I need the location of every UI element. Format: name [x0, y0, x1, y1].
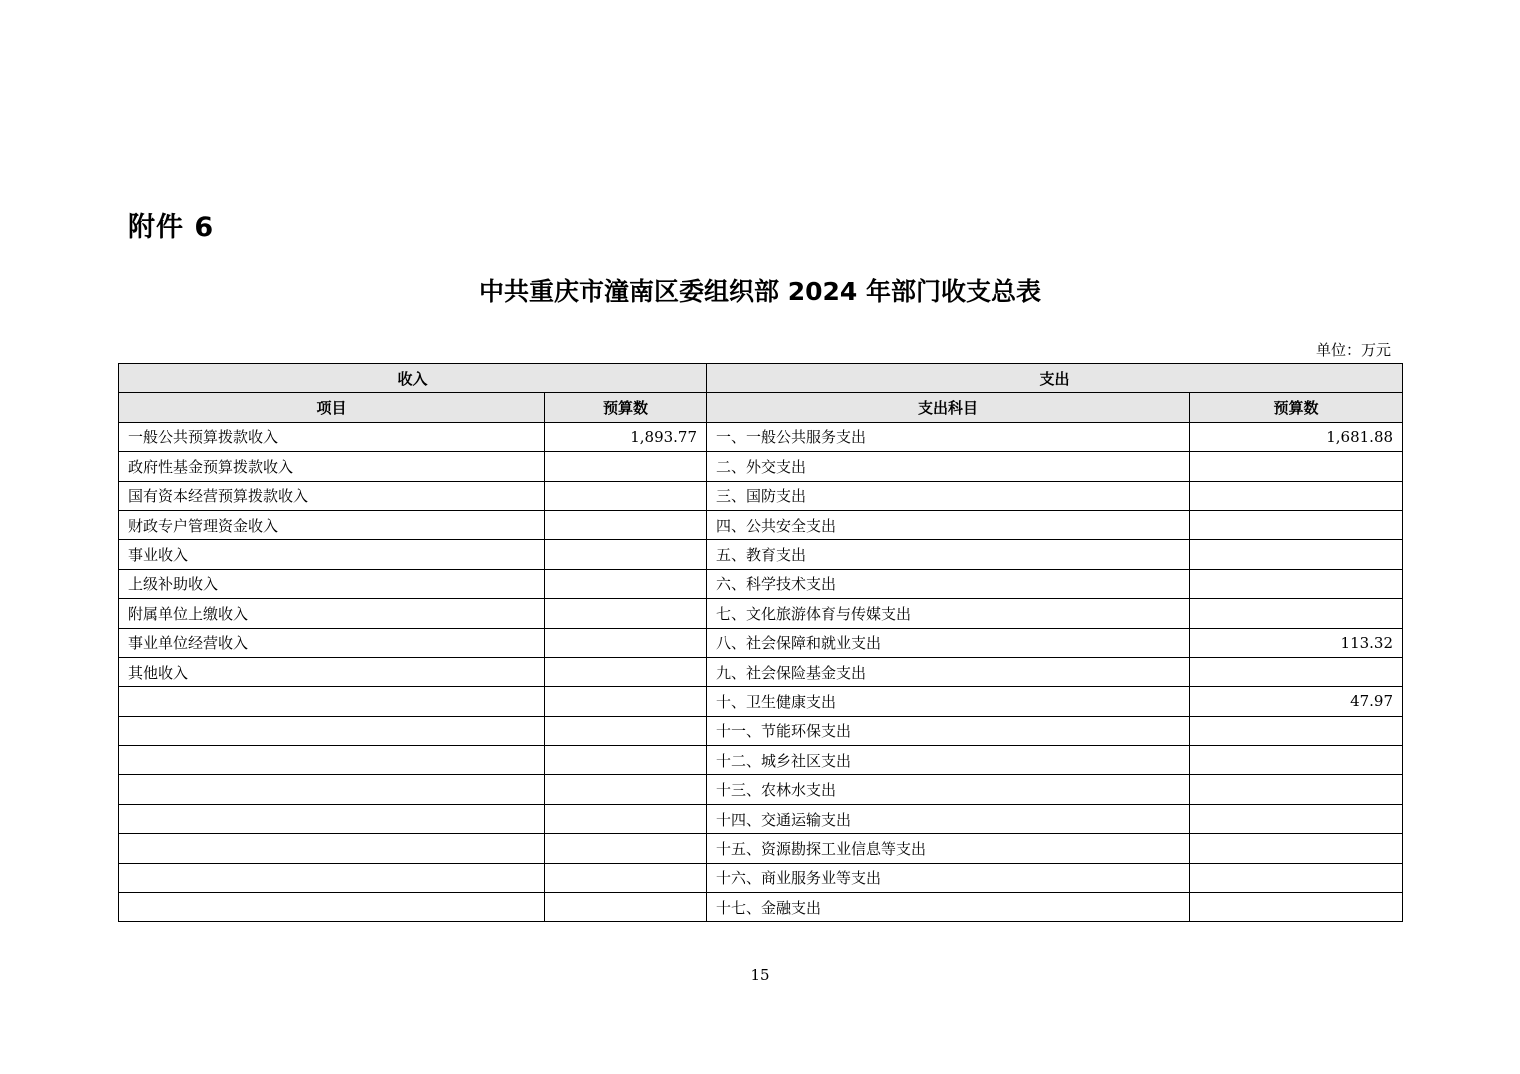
income-budget-cell: [545, 893, 707, 922]
income-budget-cell: [545, 569, 707, 598]
income-budget-cell: [545, 657, 707, 686]
attachment-label: 附件 6: [128, 212, 215, 243]
expense-item-cell: 十、卫生健康支出: [707, 687, 1190, 716]
table-row: [119, 540, 1403, 569]
expense-budget-cell: [1190, 775, 1403, 804]
table-row: [119, 834, 1403, 863]
income-item-cell: 上级补助收入: [119, 569, 545, 598]
page-number: 15: [750, 966, 770, 984]
expense-item-cell: 二、外交支出: [707, 452, 1190, 481]
expense-item-cell: 七、文化旅游体育与传媒支出: [707, 599, 1190, 628]
expense-item-cell: 十五、资源勘探工业信息等支出: [707, 834, 1190, 863]
income-item-cell: [119, 746, 545, 775]
expense-budget-cell: [1190, 863, 1403, 892]
expense-budget-cell: [1190, 716, 1403, 745]
table-row: [119, 746, 1403, 775]
table-body: [119, 422, 1403, 922]
income-item-cell: [119, 893, 545, 922]
income-item-header: 项目: [119, 393, 545, 422]
table-row: [119, 422, 1403, 451]
expense-item-cell: 十二、城乡社区支出: [707, 746, 1190, 775]
expense-item-cell: 十七、金融支出: [707, 893, 1190, 922]
income-budget-cell: [545, 804, 707, 833]
table-row: [119, 599, 1403, 628]
income-budget-cell: [545, 540, 707, 569]
income-budget-cell: [545, 510, 707, 539]
income-budget-cell: [545, 716, 707, 745]
table-row: [119, 893, 1403, 922]
expense-item-header: 支出科目: [707, 393, 1190, 422]
expense-budget-cell: [1190, 834, 1403, 863]
table-row: [119, 510, 1403, 539]
table-row: [119, 716, 1403, 745]
expense-budget-cell: [1190, 569, 1403, 598]
table-row: [119, 775, 1403, 804]
income-item-cell: 政府性基金预算拨款收入: [119, 452, 545, 481]
expense-budget-cell: [1190, 599, 1403, 628]
expense-budget-cell: [1190, 893, 1403, 922]
table-row: [119, 687, 1403, 716]
expense-item-cell: 六、科学技术支出: [707, 569, 1190, 598]
income-budget-cell: [545, 481, 707, 510]
expense-item-cell: 九、社会保险基金支出: [707, 657, 1190, 686]
income-budget-header: 预算数: [545, 393, 707, 422]
income-budget-cell: [545, 775, 707, 804]
income-budget-cell: [545, 628, 707, 657]
expense-group-header: 支出: [707, 364, 1403, 393]
expense-budget-cell: 47.97: [1190, 687, 1403, 716]
budget-table: [118, 363, 1403, 922]
expense-item-cell: 三、国防支出: [707, 481, 1190, 510]
table-row: [119, 628, 1403, 657]
income-item-cell: 一般公共预算拨款收入: [119, 422, 545, 451]
income-item-cell: 国有资本经营预算拨款收入: [119, 481, 545, 510]
expense-budget-cell: [1190, 452, 1403, 481]
income-item-cell: 事业收入: [119, 540, 545, 569]
income-item-cell: [119, 863, 545, 892]
income-item-cell: 财政专户管理资金收入: [119, 510, 545, 539]
income-budget-cell: [545, 452, 707, 481]
income-item-cell: [119, 775, 545, 804]
income-group-header: 收入: [119, 364, 707, 393]
unit-label: 单位：万元: [1315, 341, 1391, 359]
expense-budget-cell: [1190, 481, 1403, 510]
income-item-cell: 其他收入: [119, 657, 545, 686]
expense-item-cell: 十四、交通运输支出: [707, 804, 1190, 833]
expense-budget-cell: 113.32: [1190, 628, 1403, 657]
group-header-row: [119, 364, 1403, 393]
expense-budget-header: 预算数: [1190, 393, 1403, 422]
income-budget-cell: 1,893.77: [545, 422, 707, 451]
expense-item-cell: 八、社会保障和就业支出: [707, 628, 1190, 657]
income-item-cell: [119, 804, 545, 833]
expense-budget-cell: [1190, 510, 1403, 539]
expense-item-cell: 十一、节能环保支出: [707, 716, 1190, 745]
income-item-cell: [119, 687, 545, 716]
table-row: [119, 569, 1403, 598]
income-budget-cell: [545, 687, 707, 716]
expense-budget-cell: [1190, 540, 1403, 569]
expense-item-cell: 四、公共安全支出: [707, 510, 1190, 539]
income-item-cell: 附属单位上缴收入: [119, 599, 545, 628]
table-row: [119, 804, 1403, 833]
income-item-cell: [119, 716, 545, 745]
income-budget-cell: [545, 834, 707, 863]
expense-budget-cell: 1,681.88: [1190, 422, 1403, 451]
income-budget-cell: [545, 746, 707, 775]
expense-budget-cell: [1190, 746, 1403, 775]
income-item-cell: 事业单位经营收入: [119, 628, 545, 657]
document-title: 中共重庆市潼南区委组织部 2024 年部门收支总表: [479, 277, 1041, 306]
expense-budget-cell: [1190, 657, 1403, 686]
expense-item-cell: 五、教育支出: [707, 540, 1190, 569]
income-item-cell: [119, 834, 545, 863]
table-row: [119, 657, 1403, 686]
expense-item-cell: 一、一般公共服务支出: [707, 422, 1190, 451]
expense-budget-cell: [1190, 804, 1403, 833]
expense-item-cell: 十六、商业服务业等支出: [707, 863, 1190, 892]
column-header-row: [119, 393, 1403, 422]
table-row: [119, 452, 1403, 481]
income-budget-cell: [545, 599, 707, 628]
table-row: [119, 481, 1403, 510]
table-row: [119, 863, 1403, 892]
expense-item-cell: 十三、农林水支出: [707, 775, 1190, 804]
income-budget-cell: [545, 863, 707, 892]
